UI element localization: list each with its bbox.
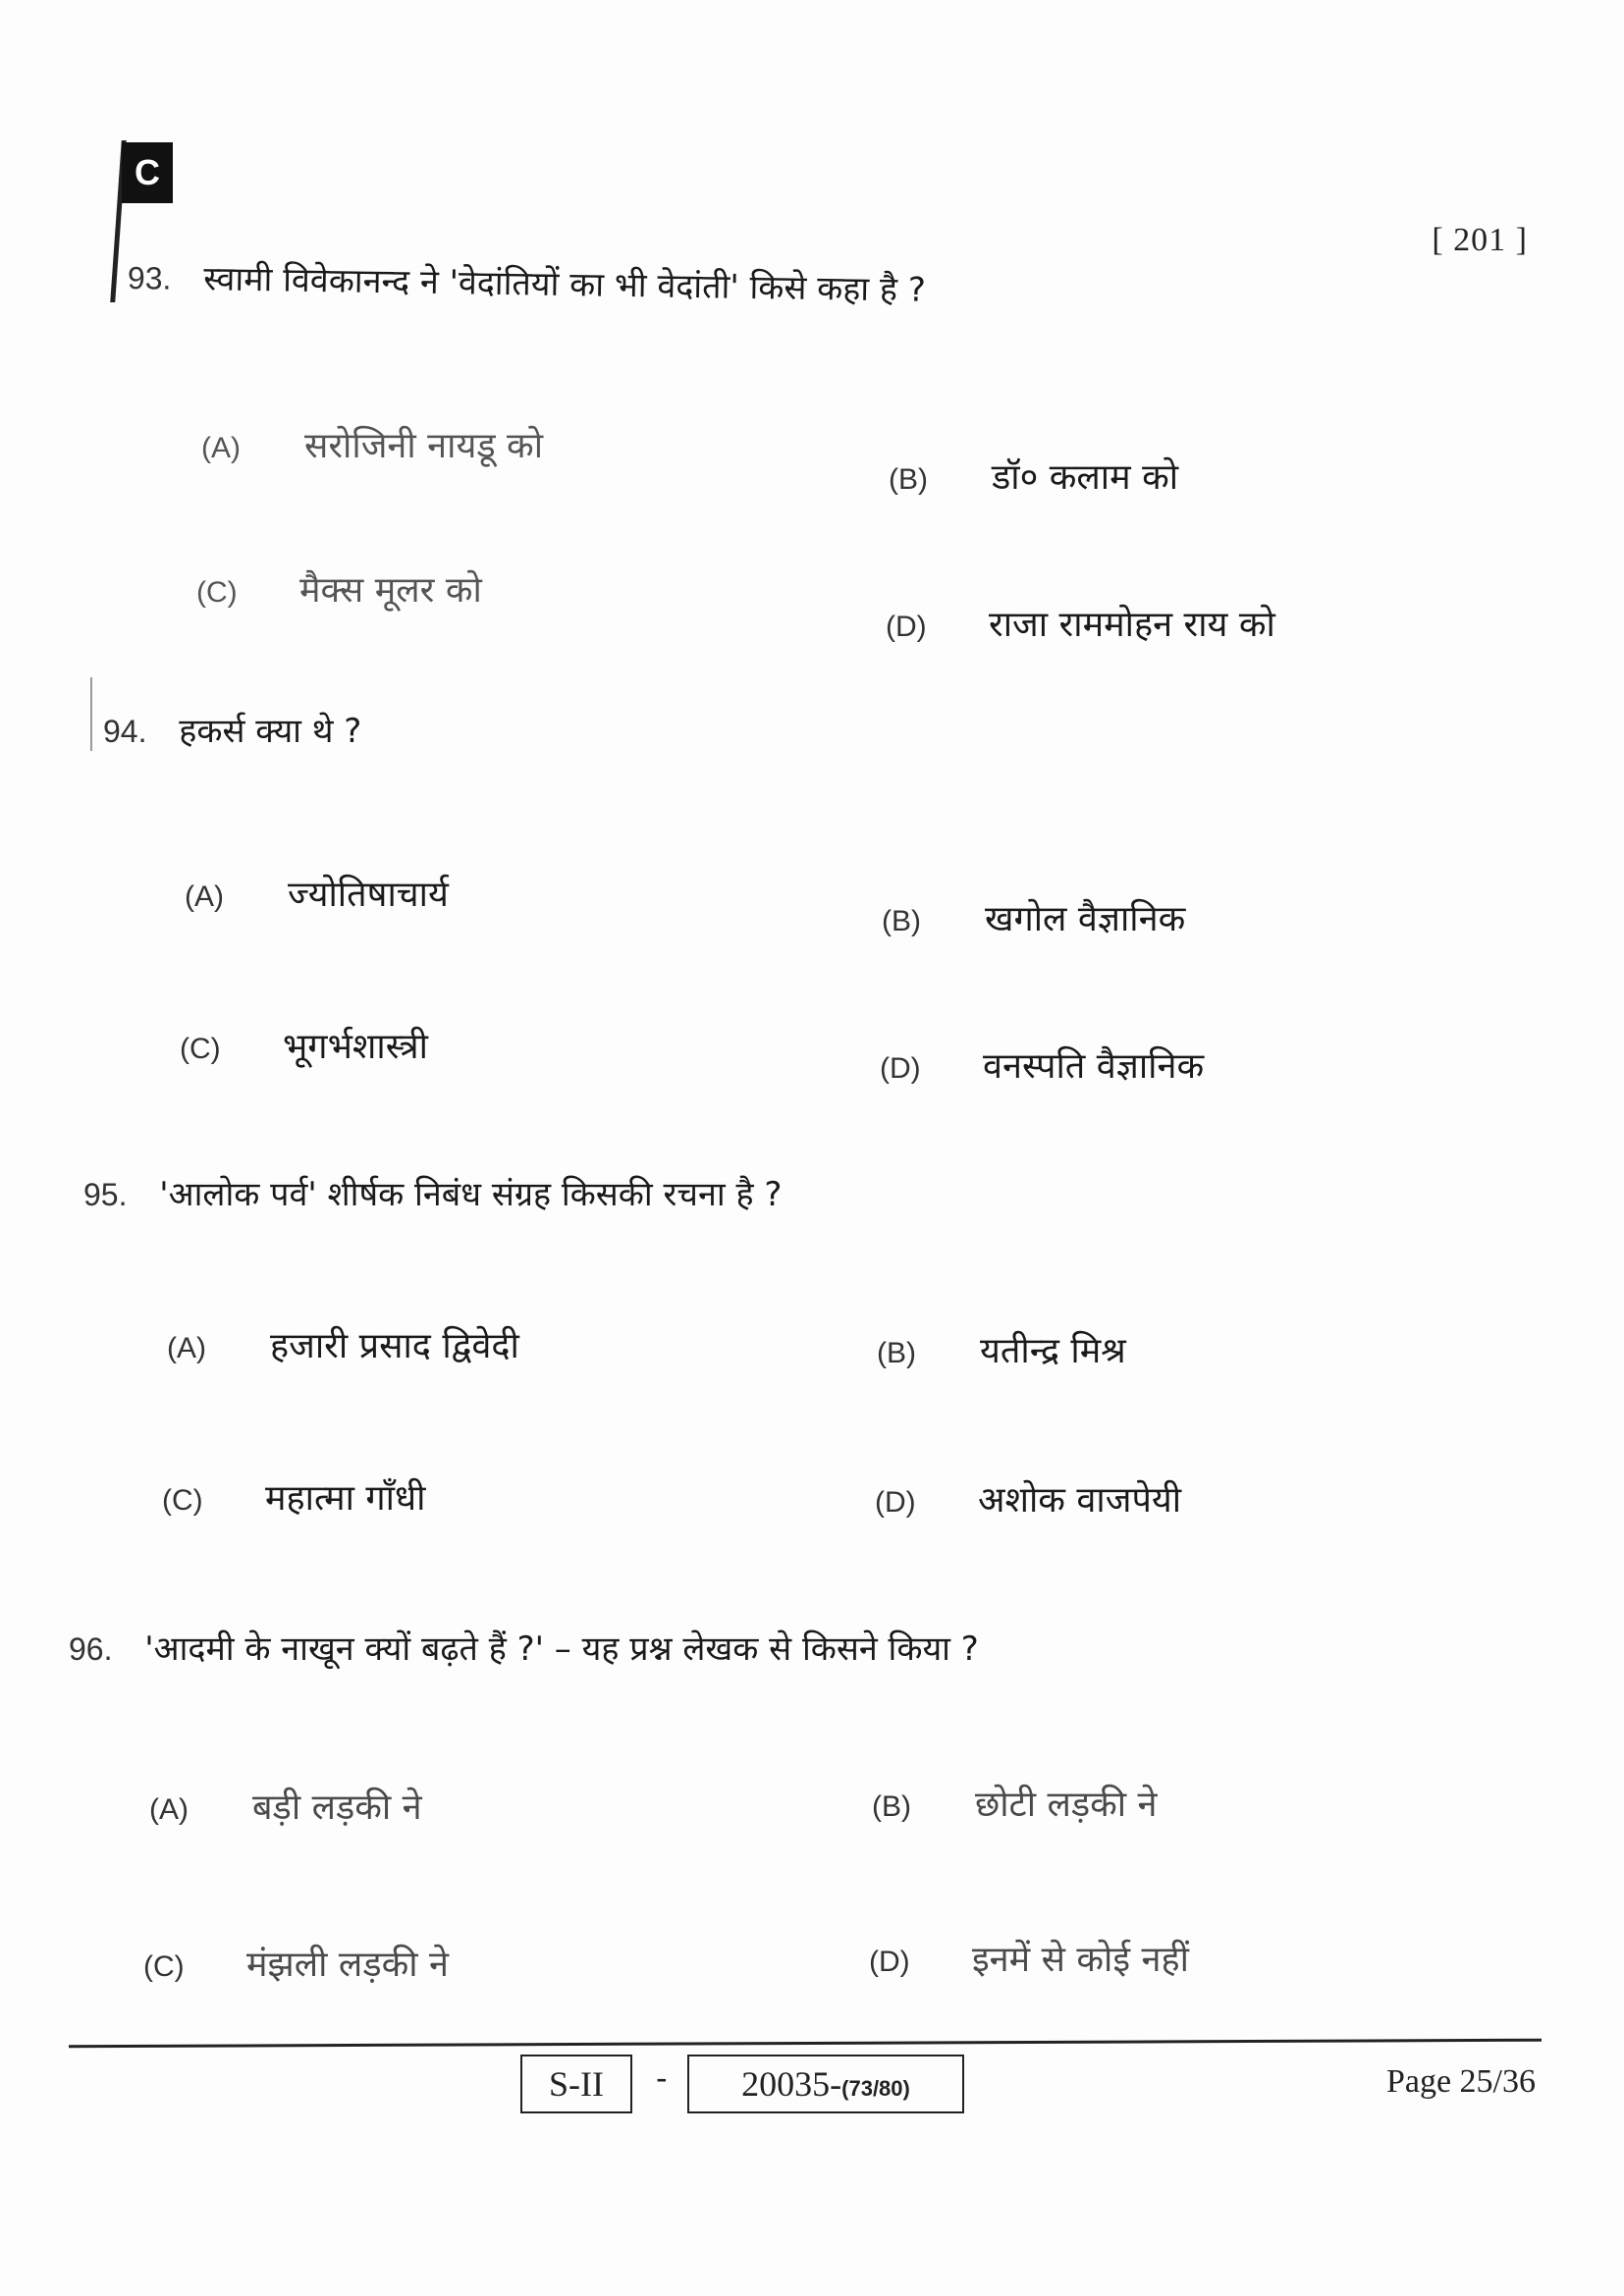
option-text: बड़ी लड़की ने	[252, 1788, 422, 1828]
option-text: मैक्स मूलर को	[299, 570, 482, 611]
option-text: छोटी लड़की ने	[975, 1785, 1158, 1825]
option-text: यतीन्द्र मिश्र	[980, 1331, 1126, 1371]
option-text: मंझली लड़की ने	[246, 1945, 449, 1985]
option-text: महात्मा गाँधी	[265, 1478, 426, 1519]
q96-option-a[interactable]	[149, 1782, 422, 1830]
option-text: ज्योतिषाचार्य	[288, 875, 449, 915]
option-label: (D)	[880, 1052, 921, 1085]
code-box	[687, 2055, 964, 2113]
q95-option-a[interactable]	[167, 1320, 519, 1368]
series-label: S-II	[549, 2064, 604, 2104]
option-label: (A)	[149, 1793, 189, 1826]
q93-option-c[interactable]	[196, 564, 482, 613]
series-box	[520, 2055, 632, 2113]
q95-option-d[interactable]	[875, 1474, 1181, 1522]
option-label: (B)	[877, 1337, 916, 1369]
question-number: 94.	[103, 714, 147, 749]
q95-option-b[interactable]	[877, 1325, 1126, 1373]
question-number: 93.	[127, 260, 172, 296]
q96-option-c[interactable]	[143, 1939, 449, 1987]
question-text: स्वामी विवेकानन्द ने 'वेदांतियों का भी वेदांती' किसे कहा है ?	[202, 259, 927, 310]
question-number: 95.	[83, 1177, 128, 1212]
option-label: (A)	[201, 432, 241, 464]
option-label: (D)	[875, 1486, 916, 1519]
option-text: वनस्पति वैज्ञानिक	[983, 1046, 1205, 1087]
option-label: (A)	[167, 1332, 206, 1364]
question-text: 'आलोक पर्व' शीर्षक निबंध संग्रह किसकी रचना है ?	[159, 1175, 783, 1214]
option-label: (B)	[872, 1790, 911, 1823]
question-94	[103, 707, 361, 752]
q93-option-d[interactable]	[886, 599, 1275, 647]
option-text: राजा राममोहन राय को	[989, 605, 1275, 645]
option-text: खगोल वैज्ञानिक	[985, 899, 1186, 939]
option-label: (A)	[185, 881, 224, 913]
q96-option-d[interactable]	[869, 1934, 1189, 1982]
question-text: 'आदमी के नाखून क्यों बढ़ते हैं ?' – यह प्रश्न लेखक से किसने किया ?	[144, 1629, 979, 1669]
footer-separator: -	[656, 2059, 668, 2097]
q94-option-d[interactable]	[880, 1041, 1204, 1089]
option-label: (C)	[162, 1484, 203, 1517]
option-label: (C)	[180, 1033, 221, 1065]
code-label: 20035-	[741, 2064, 842, 2104]
series-code: [ 201 ]	[1432, 222, 1528, 258]
option-text: भूगर्भशास्त्री	[283, 1027, 428, 1067]
option-text: अशोक वाजपेयी	[978, 1480, 1182, 1521]
code-suffix: (73/80)	[841, 2076, 910, 2101]
set-label: C	[122, 142, 173, 203]
page-number: Page 25/36	[1385, 2063, 1536, 2100]
option-text: सरोजिनी नायडू को	[304, 426, 544, 466]
question-number: 96.	[69, 1631, 113, 1667]
option-label: (C)	[196, 576, 238, 609]
option-text: डॉ० कलाम को	[992, 457, 1179, 498]
question-93	[128, 253, 927, 311]
option-text: इनमें से कोई नहीं	[972, 1940, 1189, 1980]
q95-option-c[interactable]	[162, 1472, 425, 1521]
question-96	[69, 1625, 979, 1670]
q96-option-b[interactable]	[872, 1779, 1158, 1827]
q94-option-a[interactable]	[185, 869, 449, 917]
option-label: (B)	[882, 905, 921, 937]
q94-option-b[interactable]	[882, 893, 1185, 941]
option-text: हजारी प्रसाद द्विवेदी	[270, 1326, 519, 1366]
margin-mark	[90, 677, 92, 751]
q94-option-c[interactable]	[180, 1021, 428, 1069]
option-label: (B)	[889, 463, 928, 496]
question-text: हकर्स क्या थे ?	[179, 712, 362, 751]
question-95	[83, 1170, 782, 1215]
q93-option-b[interactable]	[889, 452, 1178, 500]
q93-option-a[interactable]	[201, 420, 543, 468]
option-label: (C)	[143, 1950, 185, 1983]
footer-divider	[69, 2039, 1542, 2049]
option-label: (D)	[886, 611, 927, 643]
option-label: (D)	[869, 1946, 910, 1978]
